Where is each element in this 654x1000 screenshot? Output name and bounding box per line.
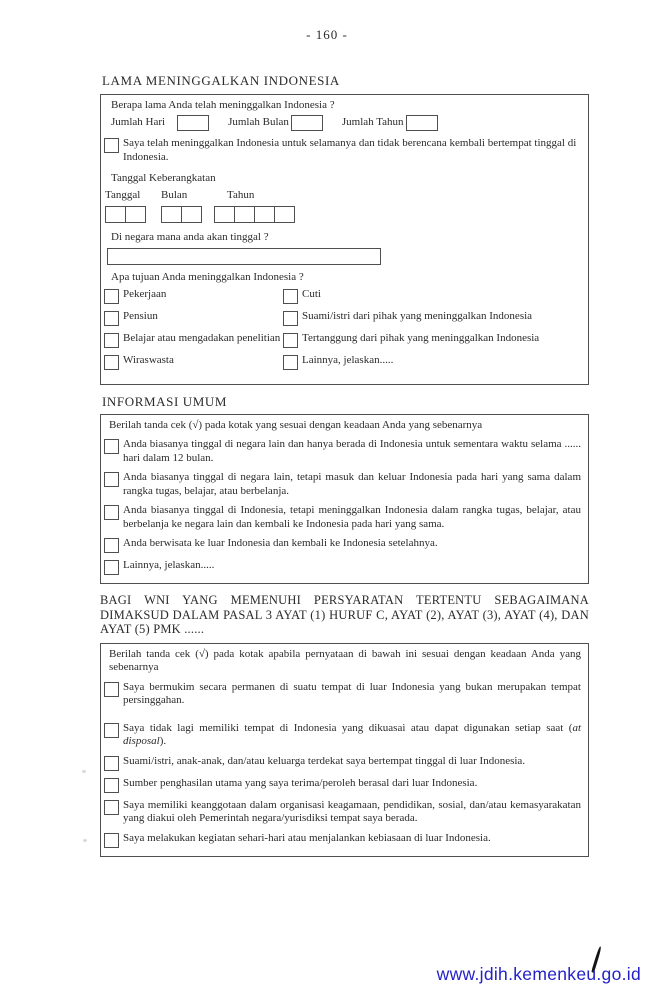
purpose-option <box>283 288 581 304</box>
wni-item-text: Saya melakukan kegiatan sehari-hari atau menjalankan kebiasaan di luar Indonesia. <box>123 831 491 844</box>
purpose-option <box>104 288 283 304</box>
wni-check-item <box>104 755 581 771</box>
forever-statement: Saya telah meninggalkan Indonesia untuk selamanya dan tidak berencana kembali bertempat tinggal di Indonesia. <box>123 137 577 163</box>
departure-title: Tanggal Keberangkatan <box>111 172 216 184</box>
informasi-check-item <box>104 504 581 531</box>
purpose-option-label: Tertanggung dari pihak yang meninggalkan Indonesia <box>302 332 540 344</box>
duration-field-label: Jumlah Hari <box>111 116 166 129</box>
purpose-grid <box>104 288 581 376</box>
duration-input[interactable] <box>291 115 323 131</box>
departure-date-labels <box>105 189 581 203</box>
informasi-item-text: Anda biasanya tinggal di negara lain dan hanya berada di Indonesia untuk sementara waktu selama ...... hari dalam 12 bulan. <box>123 438 581 464</box>
year-digit-cell[interactable] <box>254 206 275 223</box>
wni-item-text: Suami/istri, anak-anak, dan/atau keluarga terdekat saya bertempat tinggal di luar Indonesia. <box>123 754 526 767</box>
wni-item-text: Sumber penghasilan utama yang saya terima/peroleh berasal dari luar Indonesia. <box>123 776 478 789</box>
checkbox[interactable] <box>104 472 119 487</box>
purpose-option-label: Wiraswasta <box>123 354 174 366</box>
informasi-check-item <box>104 438 581 465</box>
duration-field <box>228 115 323 131</box>
checkbox[interactable] <box>104 682 119 697</box>
label-tanggal: Tanggal <box>105 188 141 201</box>
checkbox[interactable] <box>283 333 298 348</box>
checkbox[interactable] <box>104 560 119 575</box>
checkbox[interactable] <box>104 311 119 326</box>
wni-title-line: DIMAKSUD DALAM PASAL 3 AYAT (1) HURUF C, AYAT (2), AYAT (3), AYAT (4), DAN <box>100 607 589 622</box>
checkbox[interactable] <box>283 289 298 304</box>
informasi-box <box>100 414 589 585</box>
month-digit-cell[interactable] <box>161 206 182 223</box>
duration-field <box>111 115 209 131</box>
wni-check-item <box>104 681 581 708</box>
purpose-option-label: Pekerjaan <box>123 288 167 300</box>
question-purpose: Apa tujuan Anda meninggalkan Indonesia ? <box>111 270 304 283</box>
checkbox[interactable] <box>104 778 119 793</box>
informasi-check-item <box>104 537 581 553</box>
checkbox[interactable] <box>104 355 119 370</box>
duration-field-label: Jumlah Bulan <box>228 116 289 129</box>
purpose-option <box>283 332 581 348</box>
purpose-option-label: Pensiun <box>123 310 158 322</box>
wni-title-line: BAGI WNI YANG MEMENUHI PERSYARATAN TERTENTU SEBAGAIMANA <box>100 593 589 607</box>
purpose-option <box>104 354 283 370</box>
purpose-column-right <box>283 288 581 376</box>
duration-field-label: Jumlah Tahun <box>341 116 404 129</box>
purpose-option <box>104 332 283 348</box>
footer-url-link[interactable]: www.jdih.kemenkeu.go.id <box>436 964 641 984</box>
wni-check-item <box>104 799 581 826</box>
day-digit-cell[interactable] <box>105 206 126 223</box>
section-title-wni <box>100 593 589 637</box>
lama-box <box>100 94 589 386</box>
label-bulan: Bulan <box>161 188 188 201</box>
checkbox[interactable] <box>104 505 119 520</box>
duration-row <box>111 115 581 131</box>
checkbox[interactable] <box>104 289 119 304</box>
year-digit-cell[interactable] <box>234 206 255 223</box>
scan-speck <box>82 770 86 773</box>
wni-instruction: Berilah tanda cek (√) pada kotak apabila pernyataan di bawah ini sesuai dengan keadaan Anda yang sebenarnya <box>109 647 581 673</box>
informasi-items <box>104 438 581 575</box>
purpose-option <box>283 354 581 370</box>
checkbox[interactable] <box>104 138 119 153</box>
question-country: Di negara mana anda akan tinggal ? <box>111 231 269 243</box>
purpose-option-label: Lainnya, jelaskan..... <box>302 354 394 366</box>
day-cells <box>105 206 146 223</box>
informasi-item-text: Lainnya, jelaskan..... <box>123 559 215 571</box>
wni-item-text: Saya tidak lagi memiliki tempat di Indonesia yang dikuasai atau dapat digunakan setiap saat (at disposal). <box>123 721 581 747</box>
section-title-informasi: INFORMASI UMUM <box>102 394 228 409</box>
year-digit-cell[interactable] <box>274 206 295 223</box>
year-cells <box>214 206 295 223</box>
checkbox[interactable] <box>283 355 298 370</box>
wni-check-item <box>104 722 581 749</box>
departure-date-cells <box>105 206 581 223</box>
informasi-instruction: Berilah tanda cek (√) pada kotak yang sesuai dengan keadaan Anda yang sebenarnya <box>109 418 483 431</box>
informasi-item-text: Anda biasanya tinggal di Indonesia, tetapi meninggalkan Indonesia dalam rangka tugas, belajar, atau berbelanja ke negara lain dan kembali ke Indonesia pada hari yang sama. <box>123 504 581 530</box>
duration-input[interactable] <box>406 115 438 131</box>
day-digit-cell[interactable] <box>125 206 146 223</box>
forever-check-item <box>104 137 581 164</box>
wni-item-text: Saya memiliki keanggotaan dalam organisasi keagamaan, pendidikan, sosial, dan/atau kemasyarakatan yang diakui oleh Pemerintah negara/yurisdiksi tempat saya berada. <box>123 798 581 824</box>
wni-items <box>104 681 581 848</box>
label-tahun: Tahun <box>227 188 255 201</box>
duration-field <box>342 115 438 131</box>
wni-check-item <box>104 832 581 848</box>
informasi-item-text: Anda berwisata ke luar Indonesia dan kembali ke Indonesia setelahnya. <box>123 537 438 549</box>
question-duration: Berapa lama Anda telah meninggalkan Indonesia ? <box>111 98 335 111</box>
purpose-option-label: Suami/istri dari pihak yang meninggalkan Indonesia <box>302 310 533 322</box>
scan-speck <box>83 839 87 842</box>
wni-box <box>100 643 589 857</box>
duration-input[interactable] <box>177 115 209 131</box>
page-number: - 160 - <box>306 27 348 42</box>
checkbox[interactable] <box>104 439 119 454</box>
section-title-lama: LAMA MENINGGALKAN INDONESIA <box>102 73 340 88</box>
form-content <box>100 74 589 857</box>
checkbox[interactable] <box>104 833 119 848</box>
informasi-check-item <box>104 559 581 575</box>
purpose-option <box>283 310 581 326</box>
month-digit-cell[interactable] <box>181 206 202 223</box>
purpose-column-left <box>104 288 283 376</box>
checkbox[interactable] <box>104 756 119 771</box>
country-input[interactable] <box>107 248 381 265</box>
wni-item-text: Saya bermukim secara permanen di suatu tempat di luar Indonesia yang bukan merupakan tempat persinggahan. <box>123 680 581 706</box>
checkbox[interactable] <box>104 538 119 553</box>
checkbox[interactable] <box>104 800 119 815</box>
month-cells <box>161 206 202 223</box>
purpose-option <box>104 310 283 326</box>
wni-check-item <box>104 777 581 793</box>
informasi-check-item <box>104 471 581 498</box>
purpose-option-label: Cuti <box>302 288 321 300</box>
year-digit-cell[interactable] <box>214 206 235 223</box>
informasi-item-text: Anda biasanya tinggal di negara lain, tetapi masuk dan keluar Indonesia pada hari yang sama dalam rangka tugas, belajar, atau berbelanja. <box>123 471 581 497</box>
checkbox[interactable] <box>104 333 119 348</box>
wni-title-line: AYAT (5) PMK ...... <box>100 622 205 636</box>
purpose-option-label: Belajar atau mengadakan penelitian <box>123 332 281 344</box>
checkbox[interactable] <box>283 311 298 326</box>
checkbox[interactable] <box>104 723 119 738</box>
